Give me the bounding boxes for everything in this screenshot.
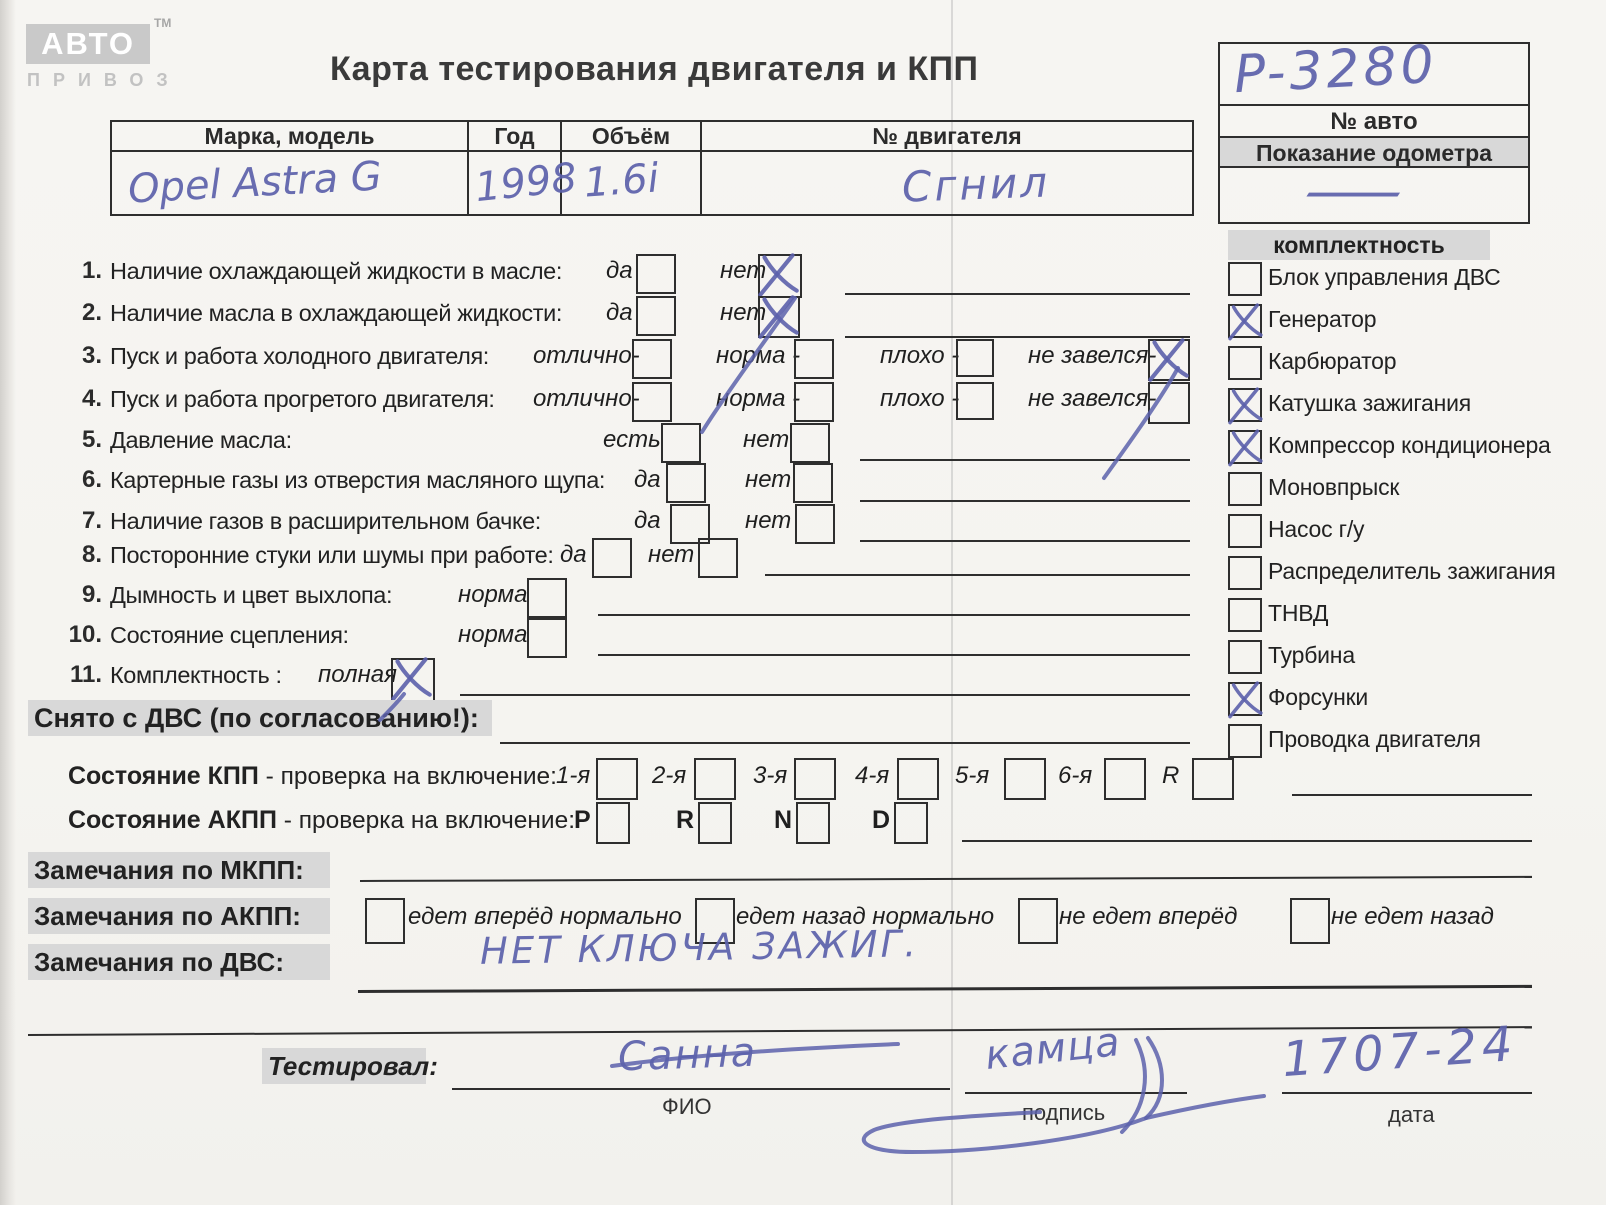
checkbox-akpp-r[interactable] — [698, 802, 732, 844]
checkbox-no-start[interactable] — [1148, 339, 1190, 381]
row-number: 5. — [81, 426, 102, 453]
checkbox-gear-2[interactable] — [694, 758, 736, 800]
row-label: Наличие масла в охлаждающей жидкости: — [110, 300, 562, 326]
cell-volume — [562, 152, 702, 214]
completeness-label: Турбина — [1268, 642, 1355, 668]
checkbox-no[interactable] — [698, 538, 738, 578]
gear-label-r: R — [1162, 762, 1180, 789]
removed-from-engine-label: Снято с ДВС (по согласованию!): — [28, 700, 492, 736]
fio-line — [452, 1088, 950, 1090]
pen-stroke — [1122, 1040, 1145, 1132]
signature-line — [965, 1092, 1187, 1094]
akpp-p-label: P — [574, 806, 591, 834]
auto-number-box — [1218, 34, 1530, 224]
checkbox-ac-compressor[interactable] — [1228, 430, 1262, 464]
option-label: нет — [745, 507, 792, 534]
pen-stroke — [1146, 1096, 1264, 1118]
checkbox-gear-3[interactable] — [794, 758, 836, 800]
col-header-volume: Объём — [562, 122, 702, 152]
row-number: 7. — [81, 507, 102, 534]
row-label: Посторонние стуки или шумы при работе: — [110, 542, 554, 568]
option-label: норма — [458, 621, 528, 648]
checkbox-complete[interactable] — [391, 658, 435, 702]
checkbox-yes[interactable] — [666, 463, 706, 503]
checkbox-norm[interactable] — [527, 618, 567, 658]
checkbox-no[interactable] — [793, 463, 833, 503]
blank-line — [962, 840, 1532, 842]
checkbox-no[interactable] — [758, 254, 802, 298]
blank-line — [460, 694, 1190, 696]
row-number: 11. — [69, 661, 102, 688]
signature-caption: подпись — [1022, 1100, 1106, 1125]
gear-label-1: 1-я — [556, 762, 591, 789]
checkbox-norm[interactable] — [527, 578, 567, 618]
completeness-item — [1228, 304, 1606, 338]
option-label: нет — [745, 466, 792, 493]
akpp-r-label: R — [676, 806, 695, 834]
checkbox-no-forward[interactable] — [1018, 898, 1058, 944]
option-label: да — [634, 507, 661, 534]
completeness-label: Катушка зажигания — [1268, 390, 1472, 416]
handwritten-odometer-dash: — — [1304, 176, 1406, 211]
gear-label-6: 6-я — [1058, 762, 1093, 789]
checkbox-gear-r[interactable] — [1192, 758, 1234, 800]
col-header-year: Год — [469, 122, 562, 152]
completeness-item — [1228, 640, 1606, 674]
akpp-label-rest: - проверка на включение: — [276, 807, 576, 834]
auto-number-label: № авто — [1220, 106, 1528, 138]
handwritten-engine-no: Сгнил — [901, 157, 1051, 212]
checkbox-no-backward[interactable] — [1290, 898, 1330, 944]
date-line — [1282, 1092, 1532, 1094]
kpp-label-bold: Состояние КПП — [68, 762, 259, 790]
option-label: плохо - — [880, 385, 960, 412]
option-label: не едет назад — [1331, 903, 1494, 930]
checkbox-present[interactable] — [661, 423, 701, 463]
option-label: есть — [603, 426, 661, 453]
completeness-label: Компрессор кондиционера — [1268, 432, 1551, 458]
x-mark-icon — [1142, 333, 1194, 385]
row-number: 1. — [81, 257, 102, 284]
x-mark-icon — [752, 290, 804, 342]
checkbox-tnvd[interactable] — [1228, 598, 1262, 632]
gear-label-3: 3-я — [753, 762, 788, 789]
row-label: Наличие газов в расширительном бачке: — [110, 508, 541, 534]
checkbox-monoinjection[interactable] — [1228, 472, 1262, 506]
row-number: 8. — [81, 541, 102, 568]
cell-engine-no — [702, 152, 1192, 214]
logo-privoz: ПРИВОЗ — [27, 70, 181, 90]
checkbox-absent[interactable] — [790, 423, 830, 463]
completeness-label: Моновпрыск — [1268, 474, 1400, 500]
completeness-item — [1228, 262, 1606, 296]
checkbox-no-start[interactable] — [1148, 382, 1190, 424]
row-label: Пуск и работа холодного двигателя: — [110, 343, 489, 369]
completeness-label: Проводка двигателя — [1268, 726, 1481, 752]
handwritten-volume: 1.6i — [582, 155, 661, 207]
akpp-n-label: N — [774, 806, 793, 834]
vehicle-table — [110, 120, 1194, 216]
kpp-label-rest: - проверка на включение: — [258, 763, 557, 790]
logo-avto: АВТО — [26, 24, 150, 64]
row-label: Дымность и цвет выхлопа: — [110, 582, 393, 608]
row-number: 9. — [81, 581, 102, 608]
col-header-model: Марка, модель — [112, 122, 469, 152]
checkbox-ps-pump[interactable] — [1228, 514, 1262, 548]
option-label: норма - — [716, 342, 801, 369]
handwritten-auto-number: P-3280 — [1232, 34, 1440, 106]
blank-line — [360, 876, 1532, 882]
row-label: Комплектность : — [110, 662, 282, 688]
option-label: нет — [720, 299, 767, 326]
handwritten-dvs-remark: НЕТ КЛЮЧА ЗАЖИГ. — [479, 922, 920, 973]
checkbox-bad[interactable] — [956, 382, 994, 420]
checkbox-gear-6[interactable] — [1104, 758, 1146, 800]
checkbox-ignition-coil[interactable] — [1228, 388, 1262, 422]
x-mark-icon — [1223, 677, 1267, 721]
completeness-label: ТНВД — [1268, 600, 1329, 626]
checkbox-akpp-d[interactable] — [894, 802, 928, 844]
checkbox-excellent[interactable] — [632, 339, 672, 379]
checkbox-norm[interactable] — [794, 339, 834, 379]
option-label: да — [634, 466, 661, 493]
row-label: Давление масла: — [110, 427, 292, 453]
row-number: 6. — [81, 466, 102, 493]
handwritten-fio: Санна — [617, 1029, 759, 1081]
checkbox-carburetor[interactable] — [1228, 346, 1262, 380]
row-number: 3. — [81, 342, 102, 369]
row-label: Пуск и работа прогретого двигателя: — [110, 386, 495, 412]
remarks-akpp-label: Замечания по АКПП: — [28, 898, 330, 934]
completeness-label: Форсунки — [1268, 684, 1369, 710]
checkbox-distributor[interactable] — [1228, 556, 1262, 590]
gear-label-2: 2-я — [652, 762, 687, 789]
completeness-item — [1228, 598, 1606, 632]
option-label: да — [606, 257, 633, 284]
option-label: не едет вперёд — [1059, 903, 1238, 930]
page-title: Карта тестирования двигателя и КПП — [330, 50, 979, 88]
completeness-label: Насос г/у — [1268, 516, 1365, 542]
col-header-engine-no: № двигателя — [702, 122, 1192, 152]
row-label: Состояние сцепления: — [110, 622, 349, 648]
akpp-label-bold: Состояние АКПП — [68, 806, 277, 834]
row-number: 10. — [68, 621, 102, 648]
x-mark-icon — [1223, 299, 1267, 343]
completeness-label: Распределитель зажигания — [1268, 558, 1556, 584]
completeness-item — [1228, 682, 1606, 716]
checkbox-akpp-n[interactable] — [796, 802, 830, 844]
remarks-dvs-label: Замечания по ДВС: — [28, 944, 330, 980]
checkbox-gear-5[interactable] — [1004, 758, 1046, 800]
checkbox-norm[interactable] — [794, 382, 834, 422]
option-label: нет — [720, 257, 767, 284]
date-caption: дата — [1388, 1102, 1435, 1127]
completeness-item — [1228, 472, 1606, 506]
checkbox-injectors[interactable] — [1228, 682, 1262, 716]
auto-number-cell — [1220, 34, 1528, 106]
row-number: 4. — [81, 385, 102, 412]
cell-model — [112, 152, 469, 214]
gear-label-4: 4-я — [855, 762, 890, 789]
odometer-cell — [1220, 168, 1528, 222]
option-label: нет — [743, 426, 790, 453]
checkbox-yes[interactable] — [592, 538, 632, 578]
option-label: норма - — [716, 385, 801, 412]
option-label: едет вперёд нормально — [408, 903, 682, 930]
checkbox-gear-4[interactable] — [897, 758, 939, 800]
checkbox-bad[interactable] — [956, 339, 994, 377]
completeness-header: комплектность — [1228, 230, 1490, 260]
handwritten-signature: камца — [982, 1019, 1123, 1079]
completeness-label: Блок управления ДВС — [1268, 264, 1501, 290]
fio-caption: ФИО — [662, 1094, 712, 1119]
checkbox-engine-wiring[interactable] — [1228, 724, 1262, 758]
option-label: не завелся- — [1028, 385, 1157, 412]
option-label: отлично- — [533, 385, 640, 412]
checkbox-ecu[interactable] — [1228, 262, 1262, 296]
odometer-label: Показание одометра — [1220, 138, 1528, 168]
checkbox-yes[interactable] — [636, 254, 676, 294]
completeness-label: Карбюратор — [1268, 348, 1397, 374]
akpp-d-label: D — [872, 806, 891, 834]
checkbox-generator[interactable] — [1228, 304, 1262, 338]
kpp-row — [0, 756, 1606, 796]
logo-tm: TM — [154, 16, 172, 30]
option-label: не завелся- — [1028, 342, 1157, 369]
option-label: да — [606, 299, 633, 326]
completeness-item — [1228, 514, 1606, 548]
cell-year — [469, 152, 579, 214]
row-label: Картерные газы из отверстия масляного щупа: — [110, 467, 606, 493]
completeness-item — [1228, 346, 1606, 380]
option-label: отлично- — [533, 342, 640, 369]
blank-line — [358, 985, 1532, 993]
x-mark-icon — [1223, 383, 1267, 427]
row-number: 2. — [81, 299, 102, 326]
checkbox-akpp-p[interactable] — [596, 802, 630, 844]
completeness-item — [1228, 724, 1606, 758]
x-mark-icon — [752, 248, 804, 300]
handwritten-date: 1707-24 — [1280, 1015, 1520, 1089]
option-label: норма — [458, 581, 528, 608]
checkbox-gear-1[interactable] — [596, 758, 638, 800]
x-mark-icon — [1223, 425, 1267, 469]
checkbox-drives-forward[interactable] — [365, 898, 405, 944]
remarks-mkpp-label: Замечания по МКПП: — [28, 852, 330, 888]
handwritten-model: Opel Astra G — [126, 153, 383, 213]
blank-line — [500, 742, 1190, 744]
option-label: нет — [648, 541, 695, 568]
checkbox-yes[interactable] — [636, 296, 676, 336]
completeness-item — [1228, 430, 1606, 464]
blank-line — [1292, 794, 1532, 796]
completeness-label: Генератор — [1268, 306, 1377, 332]
handwritten-year: 1998 — [472, 154, 579, 212]
option-label: плохо - — [880, 342, 960, 369]
completeness-item — [1228, 388, 1606, 422]
x-mark-icon — [385, 652, 437, 704]
completeness-item — [1228, 556, 1606, 590]
checkbox-no[interactable] — [758, 296, 800, 338]
option-label: да — [560, 541, 587, 568]
checkbox-turbine[interactable] — [1228, 640, 1262, 674]
checkbox-excellent[interactable] — [632, 382, 672, 422]
row-label: Наличие охлаждающей жидкости в масле: — [110, 258, 562, 284]
tested-by-label: Тестировал: — [262, 1048, 426, 1084]
akpp-row — [0, 800, 1606, 840]
option-label: полная — [318, 661, 397, 688]
gear-label-5: 5-я — [955, 762, 990, 789]
option-label: едет назад нормально — [736, 903, 995, 930]
